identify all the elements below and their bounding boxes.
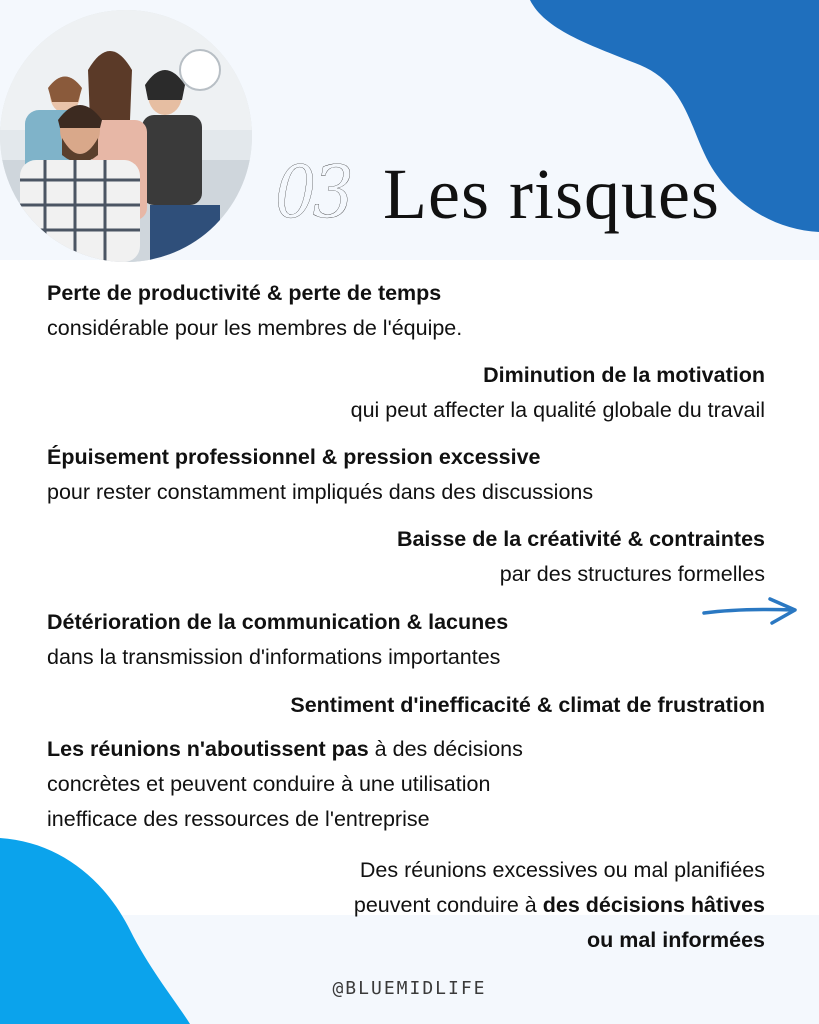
risk-text: par des structures formelles [499, 562, 765, 586]
paragraph-bold: Les réunions n'aboutissent pas [47, 737, 369, 761]
social-handle: @BLUEMIDLIFE [332, 978, 487, 999]
risk-text: dans la transmission d'informations importantes [47, 645, 501, 669]
risk-text: considérable pour les membres de l'équipe. [47, 316, 463, 340]
risk-text: pour rester constamment impliqués dans des discussions [47, 480, 594, 504]
risk-title: Détérioration de la communication & lacunes [47, 610, 509, 634]
section-number: 03 [275, 150, 351, 234]
risk-item-6 [290, 688, 765, 723]
risk-text: qui peut affecter la qualité globale du travail [350, 398, 765, 422]
risk-title: Épuisement professionnel & pression excessive [47, 445, 541, 469]
paragraph-bold: ou mal informées [586, 928, 765, 952]
conclusion-paragraph [354, 853, 765, 958]
risk-title: Baisse de la créativité & contraintes [396, 527, 765, 551]
paragraph-text: à des décisions [368, 737, 523, 761]
team-photo [0, 10, 252, 262]
risk-item-3 [47, 440, 593, 510]
paragraph-bold: des décisions hâtives [542, 893, 765, 917]
arrow-right-icon [700, 595, 800, 629]
page-title: Les risques [383, 154, 720, 234]
paragraph-line: concrètes et peuvent conduire à une utilisation [47, 772, 491, 796]
risk-item-5 [47, 605, 508, 675]
paragraph-line: inefficace des ressources de l'entreprise [47, 807, 430, 831]
risk-title: Diminution de la motivation [483, 363, 765, 387]
risk-item-2 [351, 358, 765, 428]
risk-title: Sentiment d'inefficacité & climat de frustration [290, 693, 765, 717]
paragraph-line: Des réunions excessives ou mal planifiées [359, 858, 765, 882]
risk-item-1 [47, 276, 462, 346]
risk-item-4 [397, 522, 765, 592]
paragraph-text: peuvent conduire à [353, 893, 543, 917]
meetings-paragraph [47, 732, 523, 837]
risk-title: Perte de productivité & perte de temps [47, 281, 442, 305]
